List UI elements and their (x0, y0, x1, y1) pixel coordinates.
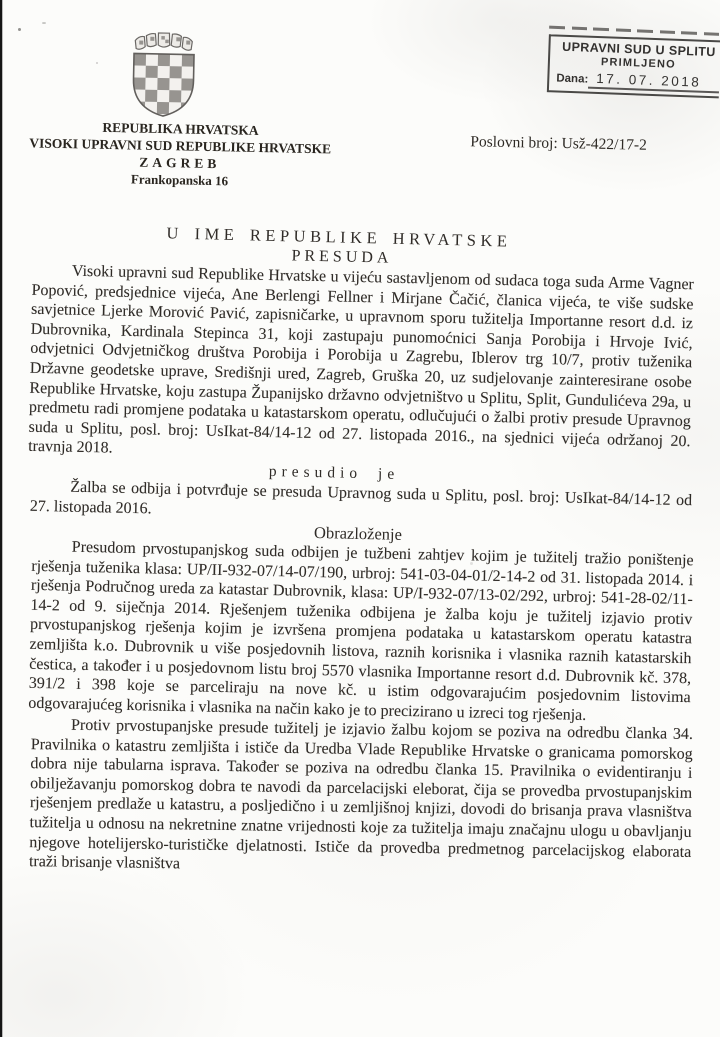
reasoning-heading: Obrazloženje (313, 523, 403, 544)
croatia-coat-of-arms-icon (131, 29, 197, 118)
judgment-body (27, 223, 695, 877)
stamp-date-row (556, 70, 720, 94)
letterhead-city: ZAGREB (139, 154, 221, 172)
verdict-paragraph: Žalba se odbija i potvrđuje se presuda Upravnog suda u Splitu, posl. broj: UsIkat-84/14-12 od 27. listopada 2016. (29, 478, 693, 517)
heading-judgment: PRESUDA (291, 247, 393, 267)
received-stamp (547, 26, 720, 99)
reasoning-paragraph: Presudom prvostupanjskog suda odbijen je tužbeni zahtjev kojim je tužitelj tražio poništenje rješenja tuženika klasa: UP/II-932-07/14-07/190, urbroj: 541-03-04-01/2-14-2 od 31. listopada 2014. i rješenja Područnog ureda za katastar Dubrovnik, klasa: UP/I-932-07/13-02/292, urbroj: 541-28-02/11-14-2 od 9. siječnja 2014. Rješenjem tuženika odbijena je žalba koju je tužitelj izjavio protiv prvostupanjskog rješenja kojim je izvršena promjena podataka u katastarskom operatu katastra zemljišta k.o. Dubrovnik u više posjedovnih listova, raznih korisnika i vlasnika raznih katastarskih čestica, a također i u posjedovnom listu broj 5570 vlasnika Importanne resort d.d. Dubrovnik kč. 378, 391/2 i 398 koje se parceliraju na nove kč. u istim odgovarajućim posjedovnim listovima odgovarajućeg korisnika i vlasnika na način kako je to precizirano u izreci tog rješenja. (28, 538, 694, 724)
heading-in-the-name-of-republic: U IME REPUBLIKE HRVATSKE (166, 223, 512, 251)
intro-paragraph: Visoki upravni sud Republike Hrvatske u vijeću sastavljenom od sudaca toga suda Arme Vagner Popović, predsjednice vijeća, Ane Berlengi Fellner i Mirjane Čačić, članica vijeća, te više sudske savjetnice Ljerke Morović Pavić, zapisničarke, u upravnom sporu tužitelja Importanne resort d.d. iz Dubrovnika, Kardinala Stepinca 31, koji zastupaju punomoćnici Sanja Porobija i Hrvoje Ivić, odvjetnici Odvjetničkog društva Porobija i Porobija u Zagrebu, Iblerov trg 10/7, protiv tuženika Državne geodetske uprave, Središnji ured, Zagreb, Gruška 20, uz sudjelovanje zainteresirane osobe Republike Hrvatske, koju zastupa Županijsko državno odvjetništvo u Splitu, Split, Gundulićeva 29a, u predmetu radi promjene podataka u katastarskom operatu, odlučujući o žalbi protiv presude Upravnog suda u Splitu, posl. broj: UsIkat-84/14-12 od 27. listopada 2016., na sjednici vijeća održanoj 20. travnja 2018. (27, 262, 695, 457)
case-number: Poslovni broj: Usž-422/17-2 (470, 133, 648, 154)
reasoning-paragraph: Protiv prvostupanjske presude tužitelj je izjavio žalbu kojom se poziva na odredbu članka 34. Pravilnika o katastru zemljišta i ističe da Uredba Vlade Republike Hrvatske o granicama pomorskog dobra nije tabularna isprava. Također se poziva na odredbu članka 15. Pravilnika o evidentiranju i obilježavanju pomorskog dobra te navodi da parcelacijski eleborat, čija se provedba prvostupanjskim rješenjem predlaže u katastru, a posljedično i u zemljišnoj knjizi, dovodi do brisanja prava vlasništva tužitelja u odnosu na nekretnine znatne vrijednosti koje za tužitelja imaju značajnu ulogu u obavljanju njegove hotelijersko-turističke djelatnosti. Ističe da provedba predmetnog parcelacijskog elaborata traži brisanje vlasništva (28, 717, 694, 873)
stamp-box (547, 34, 720, 98)
document-header (0, 0, 720, 222)
letterhead-country: REPUBLIKA HRVATSKA (102, 119, 259, 138)
letterhead-address: Frankopanska 16 (130, 171, 229, 189)
court-letterhead (0, 117, 362, 192)
stamp-received-label: PRIMLJENO (600, 56, 677, 71)
stamp-court-name: UPRAVNI SUD U SPLITU (561, 39, 716, 60)
verdict-heading: presudio je (268, 462, 400, 483)
stamp-date-label: Dana: (556, 72, 589, 86)
stamp-date-value: 17. 07. 2018 (588, 71, 720, 94)
letterhead-court-name: VISOKI UPRAVNI SUD REPUBLIKE HRVATSKE (29, 135, 332, 157)
